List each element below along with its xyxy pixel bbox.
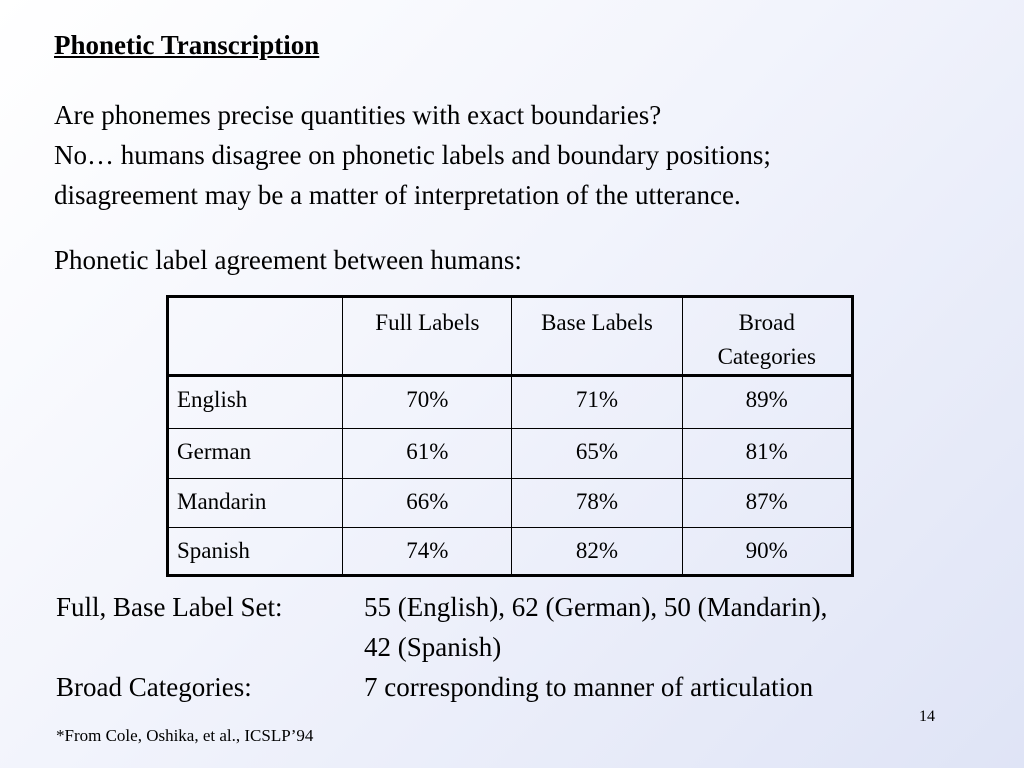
full-labels-cell: 74% (343, 528, 512, 576)
full-labels-cell: 70% (343, 376, 512, 429)
note-term: Broad Categories: (56, 672, 252, 702)
note-line: 55 (English), 62 (German), 50 (Mandarin), (364, 592, 828, 622)
language-cell: Mandarin (168, 479, 343, 528)
table-row (168, 429, 853, 479)
note-text (364, 587, 827, 667)
broad-categories-cell: 90% (682, 528, 852, 576)
note-line: 42 (Spanish) (364, 632, 502, 662)
table-caption: Phonetic label agreement between humans: (54, 245, 522, 275)
table-row (168, 528, 853, 576)
language-cell: Spanish (168, 528, 343, 576)
base-labels-cell: 78% (512, 479, 682, 528)
note-row (56, 667, 827, 707)
header-broad-categories: Broad Categories (682, 297, 852, 376)
label-set-notes (56, 587, 827, 707)
language-cell: English (168, 376, 343, 429)
table-row (168, 376, 853, 429)
agreement-table (166, 295, 854, 577)
table-row (168, 479, 853, 528)
slide-title: Phonetic Transcription (54, 30, 320, 60)
base-labels-cell: 82% (512, 528, 682, 576)
base-labels-cell: 71% (512, 376, 682, 429)
broad-categories-cell: 89% (682, 376, 852, 429)
citation: *From Cole, Oshika, et al., ICSLP’94 (56, 726, 314, 745)
broad-categories-cell: 81% (682, 429, 852, 479)
intro-line: Are phonemes precise quantities with exact boundaries? (54, 100, 662, 130)
note-row (56, 587, 827, 667)
page-number: 14 (919, 708, 935, 725)
intro-line: disagreement may be a matter of interpretation of the utterance. (54, 180, 741, 210)
note-term: Full, Base Label Set: (56, 592, 283, 622)
header-full-labels: Full Labels (343, 297, 512, 376)
language-cell: German (168, 429, 343, 479)
note-line: 7 corresponding to manner of articulation (364, 672, 814, 702)
header-base-labels: Base Labels (512, 297, 682, 376)
intro-text (54, 95, 771, 215)
intro-line: No… humans disagree on phonetic labels and boundary positions; (54, 140, 771, 170)
broad-categories-cell: 87% (682, 479, 852, 528)
header-empty-cell (168, 297, 343, 376)
table-header-row (168, 297, 853, 376)
note-text (364, 667, 813, 707)
full-labels-cell: 61% (343, 429, 512, 479)
full-labels-cell: 66% (343, 479, 512, 528)
base-labels-cell: 65% (512, 429, 682, 479)
